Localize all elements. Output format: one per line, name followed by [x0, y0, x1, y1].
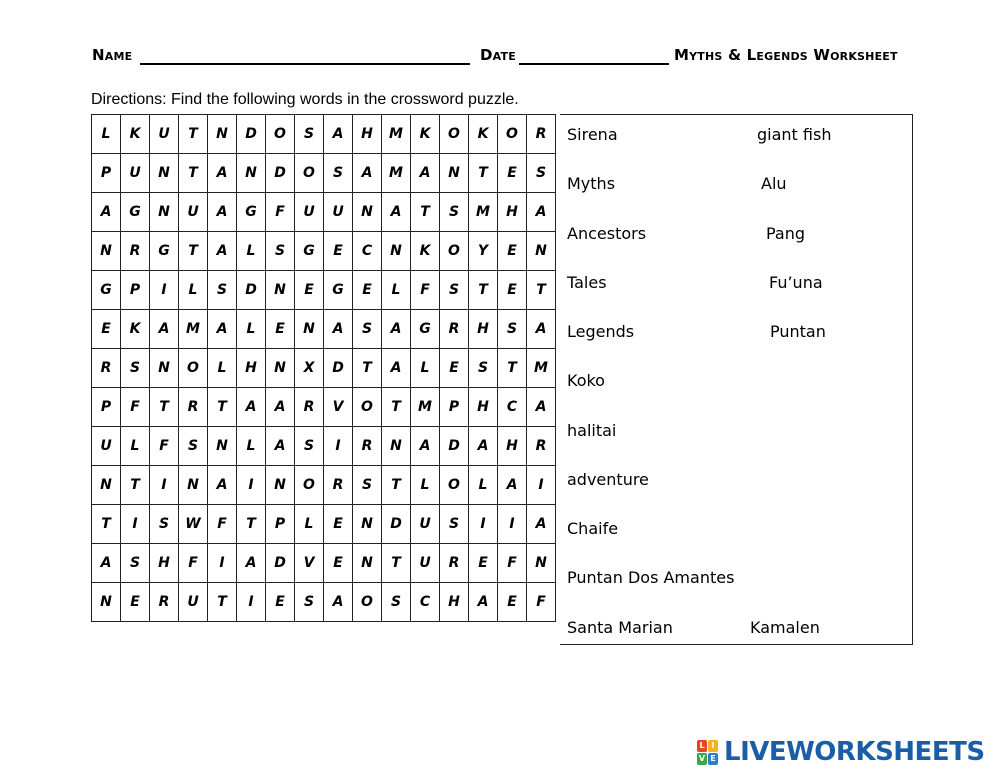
- grid-cell[interactable]: I: [527, 466, 556, 505]
- grid-row: [92, 310, 556, 349]
- grid-cell[interactable]: A: [527, 193, 556, 232]
- date-line[interactable]: [519, 63, 669, 65]
- grid-cell[interactable]: N: [92, 232, 121, 271]
- grid-cell[interactable]: M: [382, 154, 411, 193]
- grid-cell[interactable]: K: [121, 115, 150, 154]
- grid-cell[interactable]: A: [382, 193, 411, 232]
- name-label: Name: [92, 46, 133, 64]
- grid-cell[interactable]: N: [179, 466, 208, 505]
- grid-cell[interactable]: E: [266, 583, 295, 622]
- grid-cell[interactable]: T: [179, 232, 208, 271]
- grid-cell[interactable]: U: [179, 583, 208, 622]
- word-list: [560, 114, 913, 645]
- grid-cell[interactable]: A: [353, 154, 382, 193]
- grid-cell[interactable]: F: [411, 271, 440, 310]
- grid-cell[interactable]: S: [527, 154, 556, 193]
- grid-cell[interactable]: L: [382, 271, 411, 310]
- grid-cell[interactable]: L: [469, 466, 498, 505]
- word-list-item: Kamalen: [750, 618, 820, 637]
- grid-cell[interactable]: L: [237, 427, 266, 466]
- logo-text: LIVEWORKSHEETS: [724, 737, 985, 767]
- grid-cell[interactable]: I: [208, 544, 237, 583]
- grid-cell[interactable]: S: [440, 505, 469, 544]
- grid-cell[interactable]: T: [92, 505, 121, 544]
- grid-cell[interactable]: I: [121, 505, 150, 544]
- grid-cell[interactable]: N: [295, 310, 324, 349]
- grid-cell[interactable]: A: [469, 427, 498, 466]
- grid-cell[interactable]: K: [469, 115, 498, 154]
- grid-cell[interactable]: D: [324, 349, 353, 388]
- grid-cell[interactable]: N: [440, 154, 469, 193]
- grid-cell[interactable]: S: [208, 271, 237, 310]
- grid-cell[interactable]: U: [411, 505, 440, 544]
- grid-cell[interactable]: T: [353, 349, 382, 388]
- grid-cell[interactable]: M: [527, 349, 556, 388]
- liveworksheets-logo: [697, 737, 985, 767]
- word-list-item: Pang: [766, 224, 806, 243]
- grid-cell[interactable]: W: [179, 505, 208, 544]
- grid-cell[interactable]: O: [440, 232, 469, 271]
- grid-cell[interactable]: T: [527, 271, 556, 310]
- grid-cell[interactable]: N: [237, 154, 266, 193]
- grid-cell[interactable]: S: [498, 310, 527, 349]
- grid-cell[interactable]: E: [498, 583, 527, 622]
- grid-cell[interactable]: A: [92, 193, 121, 232]
- grid-row: [92, 115, 556, 154]
- grid-cell[interactable]: F: [150, 427, 179, 466]
- grid-cell[interactable]: A: [208, 466, 237, 505]
- logo-block: V: [698, 754, 706, 763]
- grid-row: [92, 154, 556, 193]
- grid-row: [92, 544, 556, 583]
- grid-cell[interactable]: N: [382, 427, 411, 466]
- grid-cell[interactable]: D: [440, 427, 469, 466]
- grid-cell[interactable]: S: [382, 583, 411, 622]
- grid-cell[interactable]: L: [237, 232, 266, 271]
- grid-cell[interactable]: U: [411, 544, 440, 583]
- grid-cell[interactable]: L: [411, 466, 440, 505]
- grid-cell[interactable]: S: [353, 310, 382, 349]
- grid-row: [92, 388, 556, 427]
- grid-cell[interactable]: S: [440, 271, 469, 310]
- grid-cell[interactable]: E: [324, 505, 353, 544]
- grid-cell[interactable]: T: [179, 154, 208, 193]
- grid-cell[interactable]: R: [295, 388, 324, 427]
- grid-cell[interactable]: S: [179, 427, 208, 466]
- grid-cell[interactable]: L: [208, 349, 237, 388]
- grid-cell[interactable]: O: [353, 583, 382, 622]
- grid-row: [92, 193, 556, 232]
- grid-cell[interactable]: A: [411, 154, 440, 193]
- grid-cell[interactable]: E: [295, 271, 324, 310]
- worksheet-title: Myths & Legends Worksheet: [674, 46, 898, 64]
- grid-cell[interactable]: C: [353, 232, 382, 271]
- grid-cell[interactable]: R: [150, 583, 179, 622]
- grid-cell[interactable]: K: [411, 232, 440, 271]
- grid-cell[interactable]: I: [469, 505, 498, 544]
- grid-cell[interactable]: N: [527, 232, 556, 271]
- grid-cell[interactable]: A: [411, 427, 440, 466]
- grid-cell[interactable]: P: [121, 271, 150, 310]
- grid-cell[interactable]: M: [469, 193, 498, 232]
- grid-cell[interactable]: E: [440, 349, 469, 388]
- grid-cell[interactable]: T: [411, 193, 440, 232]
- grid-cell[interactable]: A: [527, 505, 556, 544]
- word-list-item: Sirena: [567, 125, 618, 144]
- word-list-item: Legends: [567, 322, 635, 341]
- logo-block: E: [708, 753, 718, 765]
- grid-cell[interactable]: N: [150, 154, 179, 193]
- grid-cell[interactable]: A: [208, 310, 237, 349]
- grid-cell[interactable]: R: [527, 427, 556, 466]
- grid-cell[interactable]: I: [237, 466, 266, 505]
- grid-cell[interactable]: S: [324, 154, 353, 193]
- grid-row: [92, 349, 556, 388]
- grid-cell[interactable]: F: [208, 505, 237, 544]
- logo-blocks-icon: [697, 738, 721, 766]
- grid-cell[interactable]: U: [179, 193, 208, 232]
- grid-cell[interactable]: A: [237, 544, 266, 583]
- grid-cell[interactable]: A: [527, 388, 556, 427]
- logo-block: L: [697, 740, 707, 752]
- grid-cell[interactable]: T: [498, 349, 527, 388]
- word-list-item: halitai: [567, 421, 617, 440]
- grid-cell[interactable]: A: [324, 583, 353, 622]
- grid-cell[interactable]: H: [237, 349, 266, 388]
- grid-cell[interactable]: H: [498, 193, 527, 232]
- grid-cell[interactable]: E: [324, 232, 353, 271]
- grid-cell[interactable]: E: [469, 544, 498, 583]
- grid-cell[interactable]: I: [324, 427, 353, 466]
- word-list-item: Chaife: [567, 519, 619, 538]
- grid-cell[interactable]: H: [469, 388, 498, 427]
- grid-cell[interactable]: R: [440, 544, 469, 583]
- grid-cell[interactable]: T: [208, 388, 237, 427]
- grid-cell[interactable]: T: [382, 388, 411, 427]
- grid-cell[interactable]: Y: [469, 232, 498, 271]
- grid-cell[interactable]: L: [295, 505, 324, 544]
- grid-cell[interactable]: A: [150, 310, 179, 349]
- grid-cell[interactable]: E: [121, 583, 150, 622]
- grid-cell[interactable]: I: [150, 466, 179, 505]
- grid-cell[interactable]: S: [295, 427, 324, 466]
- grid-cell[interactable]: O: [295, 154, 324, 193]
- grid-cell[interactable]: A: [382, 310, 411, 349]
- grid-cell[interactable]: H: [150, 544, 179, 583]
- grid-cell[interactable]: A: [324, 115, 353, 154]
- grid-cell[interactable]: G: [295, 232, 324, 271]
- grid-cell[interactable]: U: [92, 427, 121, 466]
- grid-cell[interactable]: N: [266, 466, 295, 505]
- grid-cell[interactable]: L: [179, 271, 208, 310]
- grid-cell[interactable]: P: [266, 505, 295, 544]
- grid-cell[interactable]: G: [121, 193, 150, 232]
- grid-cell[interactable]: D: [237, 271, 266, 310]
- grid-cell[interactable]: A: [266, 427, 295, 466]
- grid-cell[interactable]: D: [266, 544, 295, 583]
- grid-cell[interactable]: N: [382, 232, 411, 271]
- grid-cell[interactable]: I: [237, 583, 266, 622]
- word-list-item: Santa Marian: [567, 618, 673, 637]
- word-list-item: giant fish: [757, 125, 832, 144]
- word-list-item: Ancestors: [567, 224, 647, 243]
- grid-cell[interactable]: R: [353, 427, 382, 466]
- grid-cell[interactable]: A: [208, 193, 237, 232]
- logo-block: I: [708, 740, 718, 752]
- word-search-grid: [91, 114, 556, 622]
- grid-cell[interactable]: A: [324, 310, 353, 349]
- grid-cell[interactable]: T: [208, 583, 237, 622]
- grid-cell[interactable]: T: [179, 115, 208, 154]
- grid-cell[interactable]: E: [324, 544, 353, 583]
- grid-cell[interactable]: O: [295, 466, 324, 505]
- worksheet-header: [92, 44, 912, 68]
- grid-cell[interactable]: X: [295, 349, 324, 388]
- grid-cell[interactable]: T: [382, 544, 411, 583]
- grid-cell[interactable]: O: [179, 349, 208, 388]
- grid-cell[interactable]: T: [469, 271, 498, 310]
- grid-cell[interactable]: A: [498, 466, 527, 505]
- grid-cell[interactable]: E: [498, 232, 527, 271]
- grid-row: [92, 583, 556, 622]
- grid-cell[interactable]: E: [498, 154, 527, 193]
- grid-cell[interactable]: E: [498, 271, 527, 310]
- grid-cell[interactable]: L: [92, 115, 121, 154]
- grid-cell[interactable]: S: [440, 193, 469, 232]
- grid-cell[interactable]: E: [92, 310, 121, 349]
- grid-cell[interactable]: A: [382, 349, 411, 388]
- grid-cell[interactable]: A: [208, 154, 237, 193]
- grid-cell[interactable]: L: [411, 349, 440, 388]
- grid-cell[interactable]: N: [527, 544, 556, 583]
- grid-cell[interactable]: M: [179, 310, 208, 349]
- word-list-item: Myths: [567, 174, 616, 193]
- grid-cell[interactable]: N: [150, 349, 179, 388]
- word-list-item: adventure: [567, 470, 649, 489]
- grid-cell[interactable]: L: [237, 310, 266, 349]
- grid-cell[interactable]: F: [266, 193, 295, 232]
- grid-cell[interactable]: M: [411, 388, 440, 427]
- grid-cell[interactable]: V: [324, 388, 353, 427]
- grid-cell[interactable]: R: [527, 115, 556, 154]
- grid-cell[interactable]: U: [150, 115, 179, 154]
- grid-cell[interactable]: N: [92, 583, 121, 622]
- grid-cell[interactable]: U: [121, 154, 150, 193]
- grid-row: [92, 232, 556, 271]
- word-list-item: Puntan Dos Amantes: [567, 568, 735, 587]
- grid-cell[interactable]: O: [266, 115, 295, 154]
- grid-cell[interactable]: N: [208, 115, 237, 154]
- grid-cell[interactable]: F: [179, 544, 208, 583]
- grid-cell[interactable]: R: [179, 388, 208, 427]
- grid-cell[interactable]: D: [382, 505, 411, 544]
- grid-cell[interactable]: G: [237, 193, 266, 232]
- grid-cell[interactable]: E: [266, 310, 295, 349]
- grid-cell[interactable]: S: [150, 505, 179, 544]
- grid-cell[interactable]: F: [498, 544, 527, 583]
- word-list-item: Koko: [567, 371, 605, 390]
- grid-cell[interactable]: A: [469, 583, 498, 622]
- grid-row: [92, 271, 556, 310]
- grid-cell[interactable]: H: [469, 310, 498, 349]
- grid-cell[interactable]: H: [498, 427, 527, 466]
- grid-cell[interactable]: N: [208, 427, 237, 466]
- grid-cell[interactable]: C: [498, 388, 527, 427]
- word-list-item: Fu’una: [769, 273, 823, 292]
- grid-cell[interactable]: N: [150, 193, 179, 232]
- grid-cell[interactable]: N: [266, 349, 295, 388]
- grid-cell[interactable]: R: [121, 232, 150, 271]
- word-list-item: Tales: [567, 273, 607, 292]
- grid-cell[interactable]: S: [121, 544, 150, 583]
- grid-cell[interactable]: N: [92, 466, 121, 505]
- grid-cell[interactable]: D: [237, 115, 266, 154]
- grid-cell[interactable]: U: [295, 193, 324, 232]
- grid-cell[interactable]: O: [440, 466, 469, 505]
- grid-cell[interactable]: V: [295, 544, 324, 583]
- word-list-item: Alu: [761, 174, 787, 193]
- grid-cell[interactable]: S: [121, 349, 150, 388]
- grid-row: [92, 505, 556, 544]
- grid-cell[interactable]: O: [353, 388, 382, 427]
- grid-cell[interactable]: O: [440, 115, 469, 154]
- grid-cell[interactable]: P: [92, 388, 121, 427]
- grid-cell[interactable]: K: [411, 115, 440, 154]
- grid-cell[interactable]: T: [237, 505, 266, 544]
- grid-cell[interactable]: F: [121, 388, 150, 427]
- grid-cell[interactable]: T: [382, 466, 411, 505]
- grid-cell[interactable]: T: [150, 388, 179, 427]
- grid-cell[interactable]: N: [353, 193, 382, 232]
- grid-cell[interactable]: T: [469, 154, 498, 193]
- grid-cell[interactable]: A: [208, 232, 237, 271]
- grid-cell[interactable]: U: [324, 193, 353, 232]
- grid-cell[interactable]: I: [498, 505, 527, 544]
- directions-text: Directions: Find the following words in the crossword puzzle.: [91, 91, 519, 108]
- grid-cell[interactable]: S: [295, 583, 324, 622]
- grid-cell[interactable]: R: [440, 310, 469, 349]
- grid-cell[interactable]: S: [295, 115, 324, 154]
- grid-cell[interactable]: D: [266, 154, 295, 193]
- grid-cell[interactable]: T: [121, 466, 150, 505]
- grid-cell[interactable]: C: [411, 583, 440, 622]
- date-label: Date: [480, 46, 516, 64]
- grid-cell[interactable]: M: [382, 115, 411, 154]
- grid-cell[interactable]: G: [324, 271, 353, 310]
- grid-cell[interactable]: S: [469, 349, 498, 388]
- grid-cell[interactable]: N: [266, 271, 295, 310]
- grid-cell[interactable]: A: [266, 388, 295, 427]
- grid-cell[interactable]: S: [266, 232, 295, 271]
- grid-cell[interactable]: P: [440, 388, 469, 427]
- grid-cell[interactable]: H: [440, 583, 469, 622]
- grid-cell[interactable]: N: [353, 505, 382, 544]
- grid-cell[interactable]: E: [353, 271, 382, 310]
- grid-cell[interactable]: S: [353, 466, 382, 505]
- grid-cell[interactable]: O: [498, 115, 527, 154]
- name-line[interactable]: [140, 63, 470, 65]
- grid-cell[interactable]: L: [121, 427, 150, 466]
- grid-cell[interactable]: R: [324, 466, 353, 505]
- grid-cell[interactable]: N: [353, 544, 382, 583]
- grid-cell[interactable]: P: [92, 154, 121, 193]
- grid-cell[interactable]: F: [527, 583, 556, 622]
- grid-row: [92, 466, 556, 505]
- grid-cell[interactable]: G: [150, 232, 179, 271]
- grid-cell[interactable]: I: [150, 271, 179, 310]
- word-list-item: Puntan: [770, 322, 826, 341]
- grid-cell[interactable]: A: [92, 544, 121, 583]
- grid-row: [92, 427, 556, 466]
- grid-cell[interactable]: G: [411, 310, 440, 349]
- grid-cell[interactable]: A: [527, 310, 556, 349]
- grid-cell[interactable]: R: [92, 349, 121, 388]
- grid-cell[interactable]: H: [353, 115, 382, 154]
- grid-cell[interactable]: K: [121, 310, 150, 349]
- grid-cell[interactable]: A: [237, 388, 266, 427]
- grid-cell[interactable]: G: [92, 271, 121, 310]
